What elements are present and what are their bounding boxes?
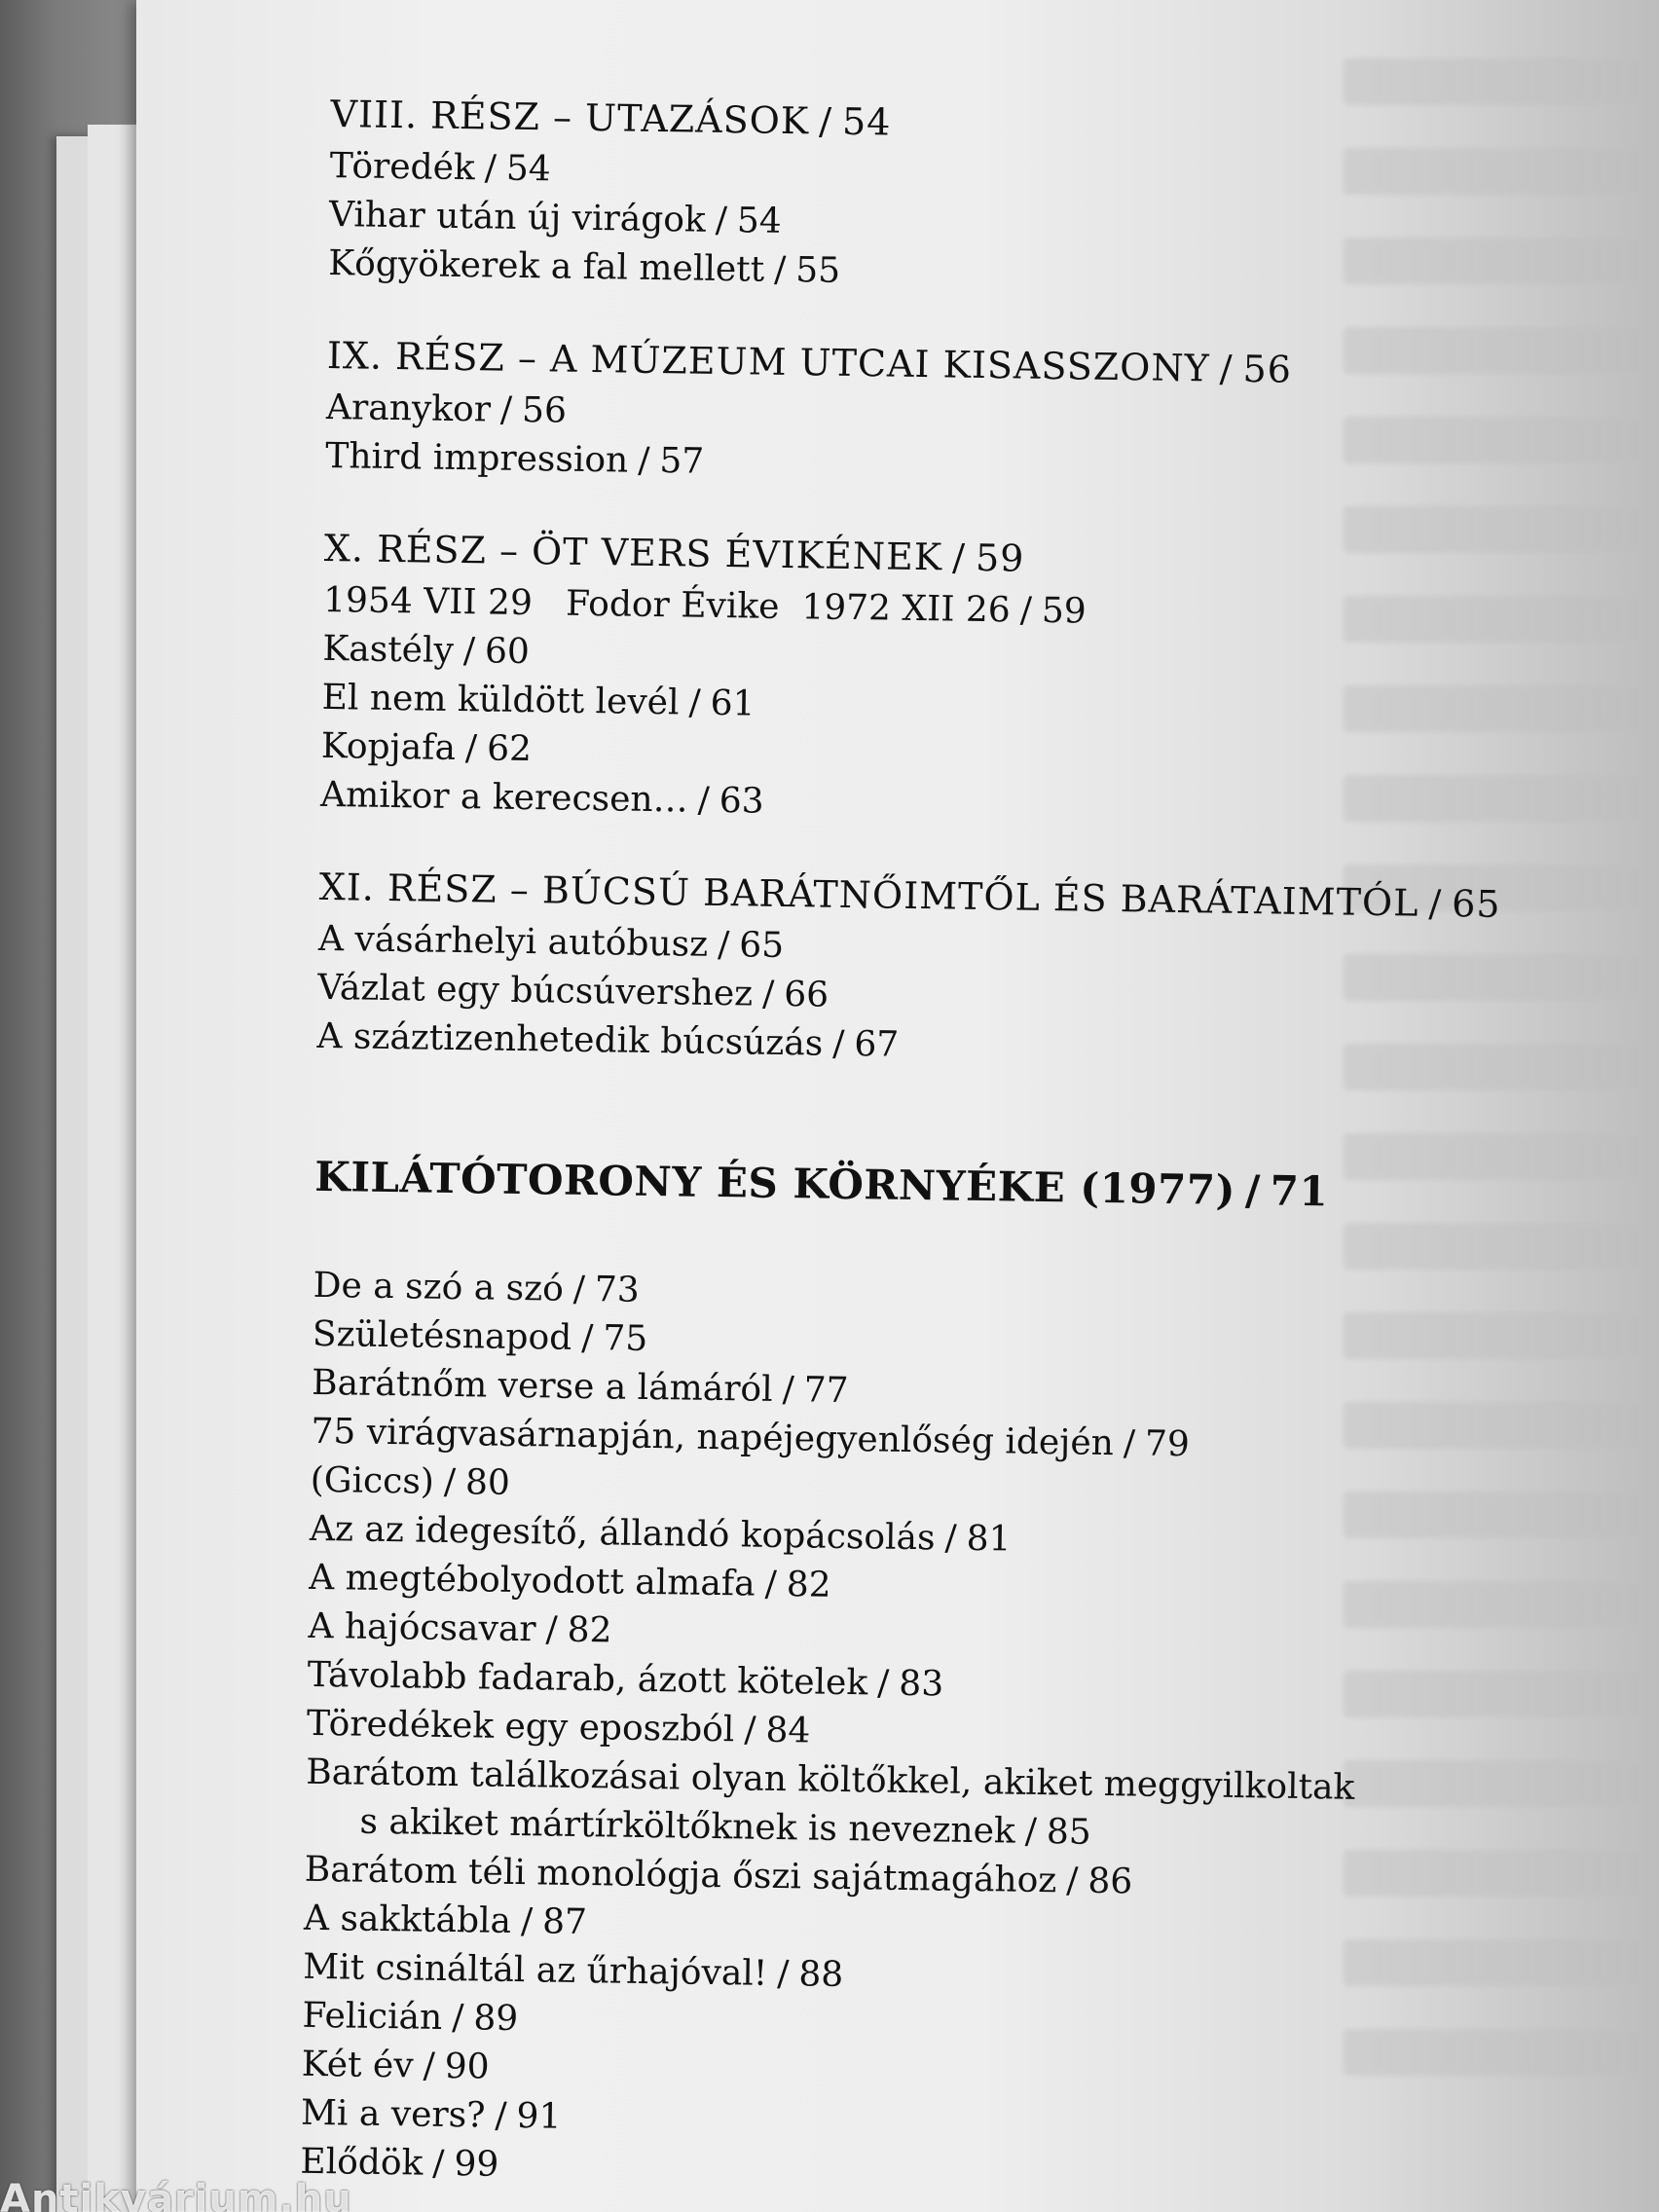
toc-entry: Vihar után új virágok / 54 xyxy=(328,194,783,241)
toc-entry: Kastély / 60 xyxy=(322,628,531,673)
toc-entry: A száztizenhetedik búcsúzás / 67 xyxy=(316,1015,900,1065)
toc-entry: Barátom téli monológja őszi sajátmagához / 86 xyxy=(304,1849,1133,1902)
toc-entry: Kopjafa / 62 xyxy=(320,725,533,770)
toc-entry: Két év / 90 xyxy=(301,2044,490,2087)
toc-entry: Mit csináltál az űrhajóval! / 88 xyxy=(303,1946,844,1996)
toc-entry: Elődök / 99 xyxy=(300,2141,499,2185)
toc-entry: Vázlat egy búcsúvershez / 66 xyxy=(316,967,830,1015)
toc-entry: 1954 VII 29 Fodor Évike 1972 XII 26 / 59 xyxy=(322,579,1087,632)
toc-entry: (Giccs) / 80 xyxy=(310,1459,511,1503)
toc-entry: Barátom találkozásai olyan költőkkel, akiket meggyilkoltak xyxy=(305,1751,1355,1808)
toc-section xyxy=(320,520,1551,838)
toc-entry: Távolabb fadarab, ázott kötelek / 83 xyxy=(307,1654,944,1705)
toc-entry: Amikor a kerecsen… / 63 xyxy=(319,774,764,822)
toc-entry: Third impression / 57 xyxy=(325,435,705,482)
toc-entry: A sakktábla / 87 xyxy=(303,1898,588,1943)
section-heading: VIII. RÉSZ – UTAZÁSOK / 54 xyxy=(330,92,892,144)
toc-entry: Barátnőm verse a lámáról / 77 xyxy=(311,1362,849,1412)
toc-entry: Születésnapod / 75 xyxy=(312,1313,648,1359)
toc-entry: El nem küldött levél / 61 xyxy=(321,677,756,724)
toc-section xyxy=(325,327,1554,499)
toc-section xyxy=(328,86,1558,307)
part-heading: KILÁTÓTORONY ÉS KÖRNYÉKE (1977) / 71 xyxy=(314,1152,1329,1216)
toc-entry: A vásárhelyi autóbusz / 65 xyxy=(317,918,785,966)
toc-entry: 75 virágvasárnapján, napéjegyenlőség idején / 79 xyxy=(311,1411,1191,1465)
toc-entry: Felicián / 89 xyxy=(302,1995,519,2040)
section-heading: X. RÉSZ – ÖT VERS ÉVIKÉNEK / 59 xyxy=(323,526,1025,580)
toc-entry: Az az idegesítő, állandó kopácsolás / 81 xyxy=(309,1508,1012,1560)
toc-section xyxy=(316,859,1546,1080)
part-entries xyxy=(300,1262,1540,2205)
toc-entry: Aranykor / 56 xyxy=(325,387,568,431)
table-of-contents xyxy=(300,86,1558,2204)
toc-entry: A megtébolyodott almafa / 82 xyxy=(308,1557,831,1605)
toc-entry: A hajócsavar / 82 xyxy=(308,1605,612,1651)
toc-entry: Töredék / 54 xyxy=(329,145,551,190)
section-heading: IX. RÉSZ – A MÚZEUM UTCAI KISASSZONY / 56 xyxy=(326,333,1293,391)
watermark: Antikvárium.hu xyxy=(0,2177,352,2212)
toc-entry: De a szó a szó / 73 xyxy=(313,1265,641,1310)
toc-entry: Töredékek egy eposzból / 84 xyxy=(306,1703,811,1751)
toc-entry-continuation: s akiket mártírköltőknek is neveznek / 85 xyxy=(359,1801,1092,1853)
toc-entry: Kőgyökerek a fal mellett / 55 xyxy=(327,242,841,291)
section-heading: XI. RÉSZ – BÚCSÚ BARÁTNŐIMTŐL ÉS BARÁTAIMTÓL / 65 xyxy=(318,865,1501,926)
toc-entry: Mi a vers? / 91 xyxy=(300,2092,562,2137)
